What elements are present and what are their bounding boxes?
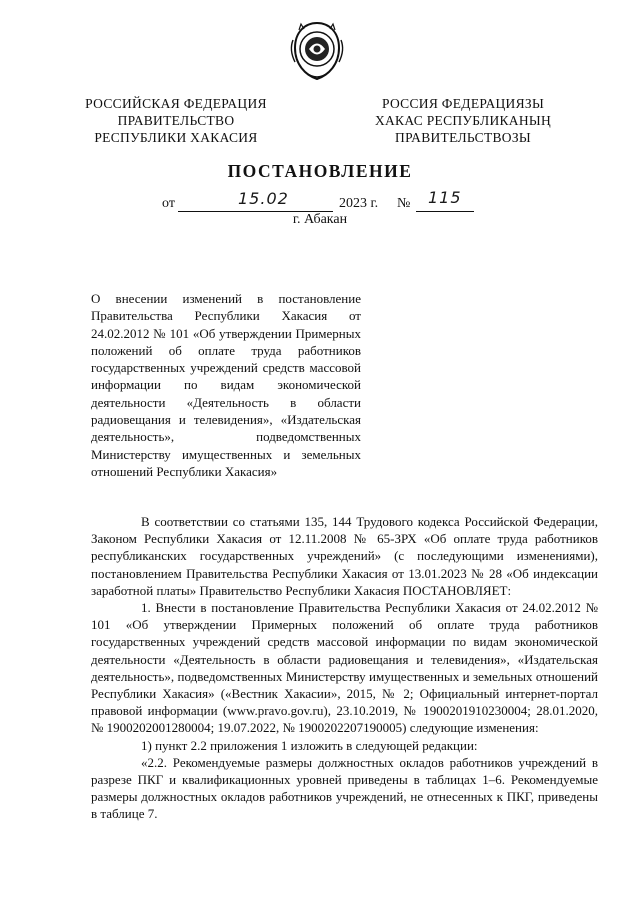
document-body: [91, 513, 598, 823]
header-left-line: ПРАВИТЕЛЬСТВО: [117, 113, 235, 128]
header-right-line: ХАКАС РЕСПУБЛИКАНЫҢ: [374, 113, 552, 128]
date-handwritten: 15.02: [238, 189, 289, 208]
header-left-line: РОССИЙСКАЯ ФЕДЕРАЦИЯ: [85, 96, 267, 111]
from-label: от: [162, 196, 175, 211]
number-label: №: [397, 196, 411, 211]
number-handwritten: 115: [428, 188, 462, 207]
header-left-line: РЕСПУБЛИКИ ХАКАСИЯ: [94, 130, 258, 145]
coat-of-arms-icon: [287, 20, 347, 82]
document-title: ПОСТАНОВЛЕНИЕ: [227, 161, 413, 181]
header-right: [358, 95, 568, 146]
body-paragraph: 1) пункт 2.2 приложения 1 изложить в следующей редакции:: [141, 737, 478, 753]
header-left: [72, 95, 280, 146]
document-subject: О внесении изменений в постановление Правительства Республики Хакасия от 24.02.2012 № 101 «Об утверждении Примерных положений об оплате труда работников государственных учреждений средств массовой информации по видам экономической деятельности «Деятельность в области радиовещания и телевидения», «Издательская деятельность», подведомственных Министерству имущественных и земельных отношений Республики Хакасия»: [91, 291, 361, 479]
body-paragraph: «2.2. Рекомендуемые размеры должностных окладов работников учреждений в разрезе ПКГ и квалификационных уровней приведены в таблицах 1–6. Рекомендуемые размеры должностных окладов работников учреждений, не отнесенных к ПКГ, приведены в таблице 7.: [91, 754, 598, 822]
year-label: 2023 г.: [339, 196, 379, 211]
header-right-line: ПРАВИТЕЛЬСТВОЗЫ: [395, 130, 531, 145]
body-paragraph: В соответствии со статьями 135, 144 Трудового кодекса Российской Федерации, Законом Республики Хакасия от 12.11.2008 № 65-ЗРХ «Об оплате труда работников республиканских государственных учреждений» (с последующими изменениями), постановлением Правительства Республики Хакасия от 13.01.2023 № 28 «Об индексации заработной платы» Правительство Республики Хакасия ПОСТАНОВЛЯЕТ:: [91, 514, 598, 598]
header-right-line: РОССИЯ ФЕДЕРАЦИЯЗЫ: [381, 96, 545, 111]
body-paragraph: 1. Внести в постановление Правительства Республики Хакасия от 24.02.2012 № 101 «Об утверждении Примерных положений об оплате труда работников государственных учреждений средств массовой информации по видам экономической деятельности «Деятельность в области радиовещания и телевидения», «Издательская деятельность», подведомственных Министерству имущественных и земельных отношений Республики Хакасия» («Вестник Хакасии», 2015, № 2; Официальный интернет-портал правовой информации (www.pravo.gov.ru), 23.10.2019, № 1900201910230004; 28.01.2020, № 1900202001280004; 19.07.2022, № 1900202207190005) следующие изменения:: [91, 600, 598, 736]
city: г. Абакан: [292, 212, 348, 227]
